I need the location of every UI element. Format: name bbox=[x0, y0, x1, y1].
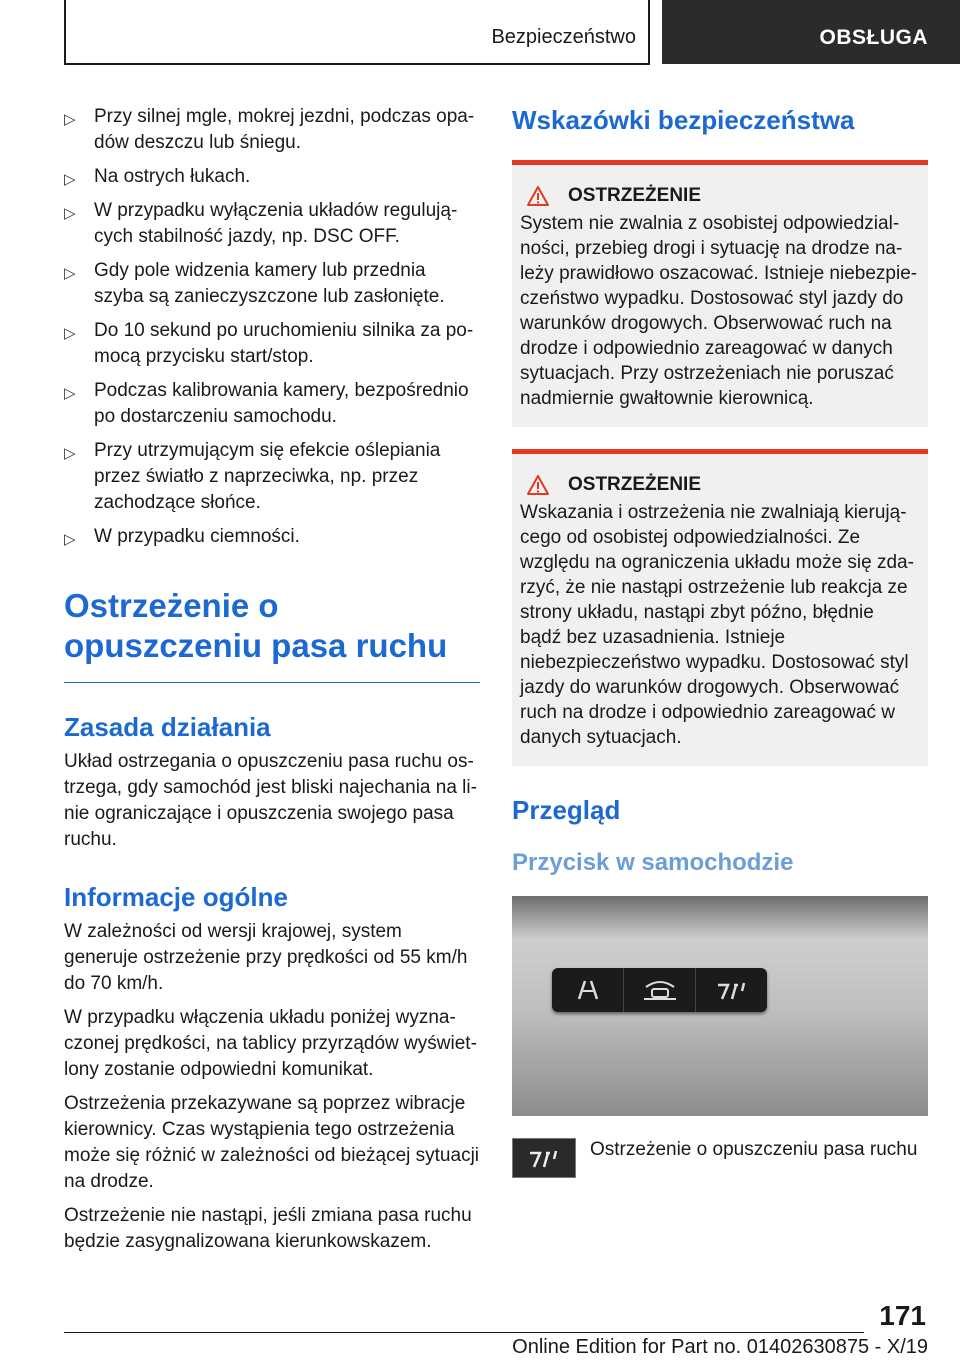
triangle-right-icon: ▷ bbox=[64, 171, 76, 188]
list-item: ▷ Przy silnej mgle, mokrej jezdni, podczas opadów deszczu lub śniegu. bbox=[64, 106, 475, 153]
warning-text: Wskazania i ostrzeżenia nie zwalniają kierującego od osobistej odpowiedzialności. Ze względu na ograniczenia układu może się zdarzyć, że nie nastąpi ostrzeżenie lub reakcja ze strony układu, nastąpi zbyt późno, błędnie bądź bez uzasadnienia. Istnieje niebezpieczeństwo wypadku. Dostosować styl jazdy do warunków drogowych. Obserwować ruch na drodze i odpowiednio zareagować w danych sytuacjach. bbox=[520, 502, 914, 748]
lane-departure-button-icon bbox=[696, 968, 767, 1012]
subheading-general-info: Informacje ogólne bbox=[64, 882, 288, 912]
list-item: ▷ W przypadku ciemności. bbox=[64, 524, 480, 550]
list-item: ▷ W przypadku wyłączenia układów regulujących stabilność jazdy, np. DSC OFF. bbox=[64, 200, 458, 247]
collision-warning-button-icon bbox=[624, 968, 696, 1012]
triangle-right-icon: ▷ bbox=[64, 385, 76, 402]
list-item: ▷ Gdy pole widzenia kamery lub przednia szyba są zanieczyszczone lub zasłonięte. bbox=[64, 260, 445, 307]
triangle-right-icon: ▷ bbox=[64, 325, 76, 342]
triangle-right-icon: ▷ bbox=[64, 445, 76, 462]
footer-edition: Online Edition for Part no. 01402630875 - X/19 bbox=[512, 1336, 928, 1358]
warning-title: OSTRZEŻENIE bbox=[526, 474, 920, 496]
header-chapter-tab bbox=[662, 0, 960, 64]
condition-list bbox=[64, 104, 480, 550]
paragraph-vibration: Ostrzeżenia przekazywane są poprzez wibracje kierownicy. Czas wystąpienia tego ostrzeżenia może się różnić w zależności od bieżącej sytuacji na drodze. bbox=[64, 1093, 480, 1192]
header-chapter-label: OBSŁUGA bbox=[819, 26, 928, 49]
switch-panel bbox=[552, 968, 767, 1012]
paragraph-message: W przypadku włączenia układu poniżej wyznaczonej prędkości, na tablicy przyrządów wyświetlony zostanie odpowiedni komunikat. bbox=[64, 1007, 477, 1080]
subheading-button-in-car: Przycisk w samochodzie bbox=[512, 849, 794, 876]
warning-triangle-icon bbox=[526, 185, 550, 207]
triangle-right-icon: ▷ bbox=[64, 111, 76, 128]
legend-row bbox=[512, 1138, 928, 1178]
triangle-right-icon: ▷ bbox=[64, 205, 76, 222]
header-section-title: Bezpieczeństwo bbox=[491, 26, 636, 48]
legend-label: Ostrzeżenie o opuszczeniu pasa ruchu bbox=[590, 1139, 918, 1160]
right-column bbox=[512, 100, 928, 1178]
paragraph-principle: Układ ostrzegania o opuszczeniu pasa ruchu ostrzega, gdy samochód jest bliski najechania na linie ograniczające i opuszczenia swojego pasa ruchu. bbox=[64, 751, 477, 850]
subheading-overview: Przegląd bbox=[512, 795, 621, 825]
section-heading: Ostrzeżenie o opuszczeniu pasa ruchu bbox=[64, 587, 448, 664]
warning-box bbox=[512, 160, 928, 427]
list-item: ▷ Na ostrych łukach. bbox=[64, 164, 480, 190]
list-item: ▷ Do 10 sekund po uruchomieniu silnika za pomocą przycisku start/stop. bbox=[64, 320, 474, 367]
header-divider-right bbox=[648, 0, 650, 64]
warning-text: System nie zwalnia z osobistej odpowiedzialności, przebieg drogi i sytuację na drodze należy prawidłowo oszacować. Istnieje niebezpieczeństwo wypadku. Dostosować styl jazdy do warunków drogowych. Obserwować ruch na drodze i odpowiednio zareagować w danych sytuacjach. Przy ostrzeżeniach nie poruszać nadmiernie gwałtownie kierownicą. bbox=[520, 213, 918, 409]
list-item: ▷ Przy utrzymującym się efekcie oślepiania przez światło z naprzeciwka, np. przez zachodzące słońce. bbox=[64, 440, 441, 513]
subheading-principle: Zasada działania bbox=[64, 712, 271, 742]
paragraph-turn-signal: Ostrzeżenie nie nastąpi, jeśli zmiana pasa ruchu będzie zasygnalizowana kierunkowskazem. bbox=[64, 1205, 472, 1252]
page-number: 171 bbox=[879, 1300, 926, 1331]
warning-box bbox=[512, 449, 928, 766]
lane-keeping-button-icon bbox=[552, 968, 624, 1012]
triangle-right-icon: ▷ bbox=[64, 531, 76, 548]
triangle-right-icon: ▷ bbox=[64, 265, 76, 282]
warning-title: OSTRZEŻENIE bbox=[526, 185, 920, 207]
footer-rule bbox=[64, 1332, 864, 1333]
paragraph-speed: W zależności od wersji krajowej, system generuje ostrzeżenie przy prędkości od 55 km/h do 70 km/h. bbox=[64, 921, 468, 994]
list-item: ▷ Podczas kalibrowania kamery, bezpośrednio po dostarczeniu samochodu. bbox=[64, 380, 469, 427]
section-heading-rule bbox=[64, 682, 480, 683]
button-panel-photo bbox=[512, 896, 928, 1116]
left-column bbox=[64, 104, 480, 1255]
header-bottom-rule bbox=[64, 63, 650, 65]
page-header bbox=[0, 0, 960, 66]
warning-triangle-icon bbox=[526, 474, 550, 496]
safety-heading: Wskazówki bezpieczeństwa bbox=[512, 105, 855, 135]
lane-departure-icon bbox=[512, 1138, 576, 1178]
